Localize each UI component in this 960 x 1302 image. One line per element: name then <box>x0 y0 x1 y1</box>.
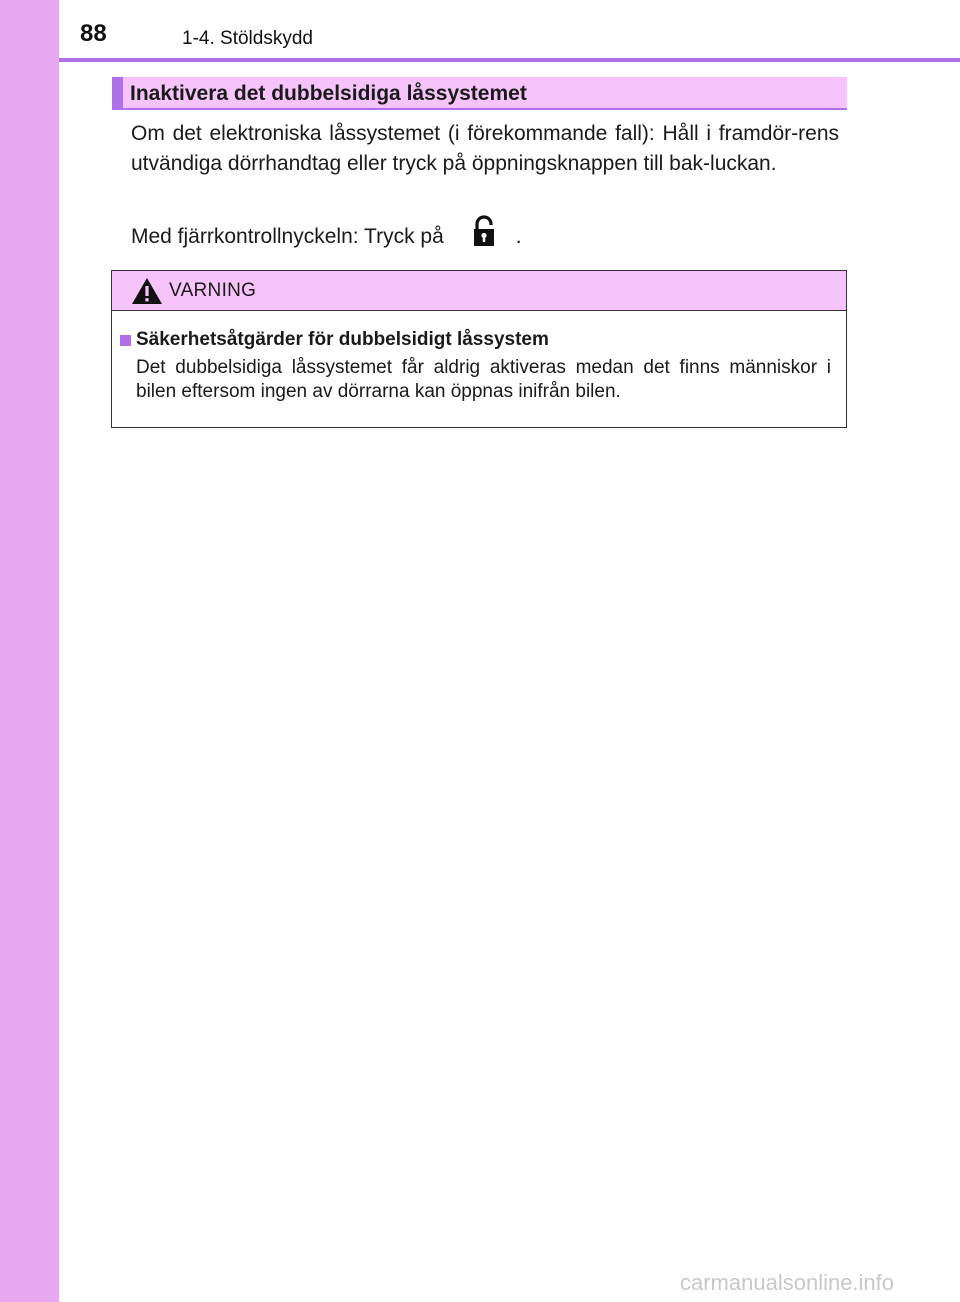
warning-box <box>111 270 847 428</box>
paragraph-2-text: Med fjärrkontrollnyckeln: Tryck på <box>131 225 444 249</box>
page-number: 88 <box>80 20 107 47</box>
section-title: Inaktivera det dubbelsidiga låssystemet <box>130 82 527 105</box>
body-paragraph-2 <box>131 217 839 258</box>
body-paragraph-1: Om det elektroniska låssystemet (i förekommande fall): Håll i framdör-rens utvändiga dörrhandtag eller tryck på öppningsknappen till bak-luckan. <box>131 122 839 175</box>
warning-subtitle: Säkerhetsåtgärder för dubbelsidigt låssystem <box>136 329 549 350</box>
warning-header <box>112 271 846 311</box>
unlock-icon <box>472 215 496 256</box>
side-strip <box>0 0 59 1302</box>
paragraph-2-end: . <box>515 225 522 249</box>
chapter-title: 1-4. Stöldskydd <box>182 28 313 49</box>
watermark: carmanualsonline.info <box>680 1270 895 1295</box>
warning-text: Det dubbelsidiga låssystemet får aldrig aktiveras medan det finns människor i bilen eftersom ingen av dörrarna kan öppnas inifrån bilen. <box>136 357 831 402</box>
section-header <box>112 77 847 110</box>
warning-triangle-icon <box>131 277 163 310</box>
warning-title: VARNING <box>169 280 257 301</box>
header-rule <box>59 58 960 62</box>
bullet-square <box>120 335 131 346</box>
section-accent <box>112 77 123 108</box>
